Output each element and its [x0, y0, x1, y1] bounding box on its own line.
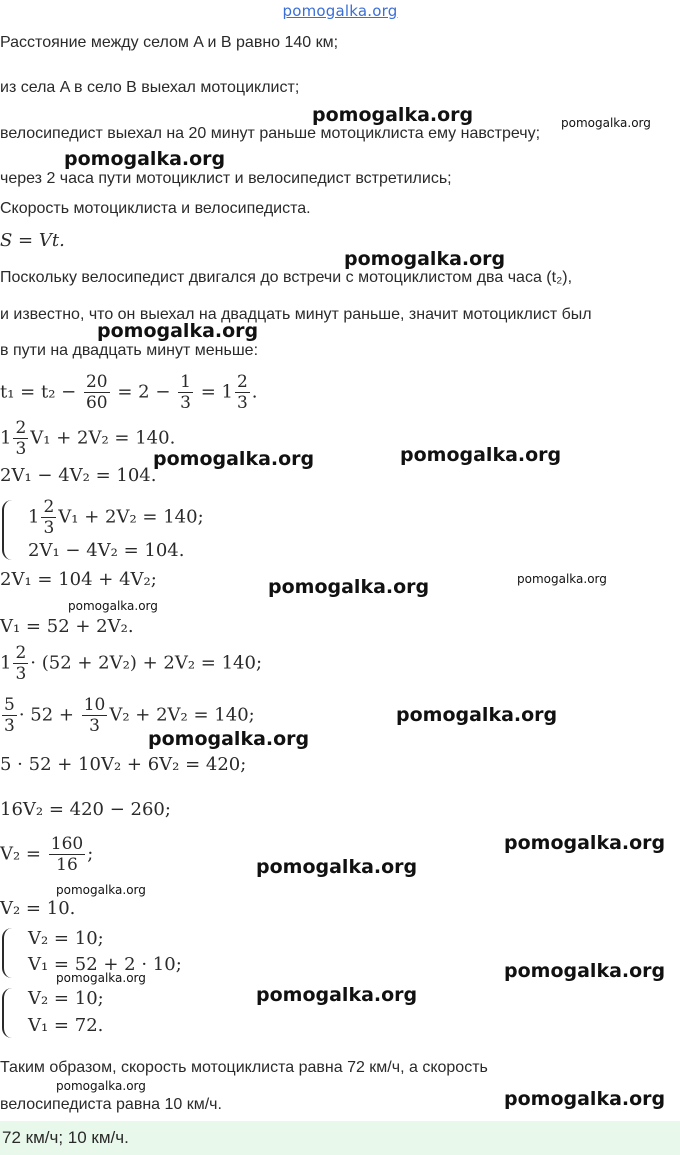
formula-t1: t₁ = t₂ − $\frac{20}{60}$ = 2 − $\frac{1}{3}$ = 1 $\frac{2}{3}$ . [0, 372, 258, 413]
system2-line1: V₂ = 10; [28, 928, 104, 949]
formula-f5: V₁ = 52 + 2V₂. [0, 616, 134, 637]
formula-f6: 1 $\frac{2}{3}$ · (52 + 2V₂) + 2V₂ = 140; [0, 643, 263, 684]
watermark: pomogalka.org [517, 572, 607, 586]
formula-f3: 2V₁ − 4V₂ = 104. [0, 465, 157, 486]
text-line-8: и известно, что он выехал на двадцать минут раньше, значит мотоциклист был [0, 306, 592, 323]
watermark: pomogalka.org [504, 960, 666, 982]
formula-f10: V₂ = $\frac{160}{16}$ ; [0, 834, 94, 875]
system1-line2: 2V₁ − 4V₂ = 104. [28, 540, 185, 561]
text-line-9: в пути на двадцать минут меньше: [0, 342, 259, 359]
text-line-7: Поскольку велосипедист двигался до встречи с мотоциклистом два часа (t₂), [0, 269, 573, 286]
watermark: pomogalka.org [312, 104, 474, 126]
text-line-5: Скорость мотоциклиста и велосипедиста. [0, 200, 311, 217]
formula-f2: 1 $\frac{2}{3}$ V₁ + 2V₂ = 140. [0, 418, 176, 459]
system2-line2: V₁ = 52 + 2 · 10; [28, 954, 182, 975]
system-brace-1 [2, 500, 12, 560]
answer-text: 72 км/ч; 10 км/ч. [2, 1128, 129, 1147]
system-brace-2 [2, 928, 12, 978]
watermark: pomogalka.org [148, 728, 310, 750]
conclusion-line-2: велосипедиста равна 10 км/ч. [0, 1096, 222, 1113]
formula-f4: 2V₁ = 104 + 4V₂; [0, 569, 157, 590]
watermark: pomogalka.org [268, 576, 430, 598]
watermark: pomogalka.org [97, 320, 259, 342]
text-line-2: из села A в село B выехал мотоциклист; [0, 79, 300, 96]
watermark: pomogalka.org [396, 704, 558, 726]
watermark: pomogalka.org [504, 832, 666, 854]
site-header-link[interactable]: pomogalka.org [282, 2, 398, 20]
watermark: pomogalka.org [256, 856, 418, 878]
watermark: pomogalka.org [56, 883, 146, 897]
watermark: pomogalka.org [56, 1079, 146, 1093]
formula-f9: 16V₂ = 420 − 260; [0, 799, 171, 820]
system-brace-3 [2, 988, 12, 1038]
formula-s-vt: S = Vt. [0, 230, 65, 251]
system3-line2: V₁ = 72. [28, 1015, 104, 1036]
watermark: pomogalka.org [344, 248, 506, 270]
watermark: pomogalka.org [256, 984, 418, 1006]
text-line-4: через 2 часа пути мотоциклист и велосипедист встретились; [0, 170, 452, 187]
answer-box [0, 1121, 680, 1155]
formula-f11: V₂ = 10. [0, 898, 76, 919]
conclusion-line-1: Таким образом, скорость мотоциклиста равна 72 км/ч, а скорость [0, 1059, 488, 1076]
system3-line1: V₂ = 10; [28, 988, 104, 1009]
formula-f8: 5 · 52 + 10V₂ + 6V₂ = 420; [0, 754, 247, 775]
watermark: pomogalka.org [400, 444, 562, 466]
watermark: pomogalka.org [64, 148, 226, 170]
watermark: pomogalka.org [504, 1088, 666, 1110]
formula-f7: $\frac{5}{3}$ · 52 + $\frac{10}{3}$ V₂ + 2V₂ = 140; [4, 695, 255, 736]
watermark: pomogalka.org [68, 599, 158, 613]
system1-line1: 1 $\frac{2}{3}$ V₁ + 2V₂ = 140; [28, 497, 204, 538]
text-line-3: велосипедист выехал на 20 минут раньше мотоциклиста ему навстречу; [0, 125, 541, 142]
text-line-1: Расстояние между селом A и B равно 140 км; [0, 34, 339, 51]
watermark: pomogalka.org [153, 448, 315, 470]
watermark: pomogalka.org [561, 116, 651, 130]
watermark: pomogalka.org [56, 971, 146, 985]
